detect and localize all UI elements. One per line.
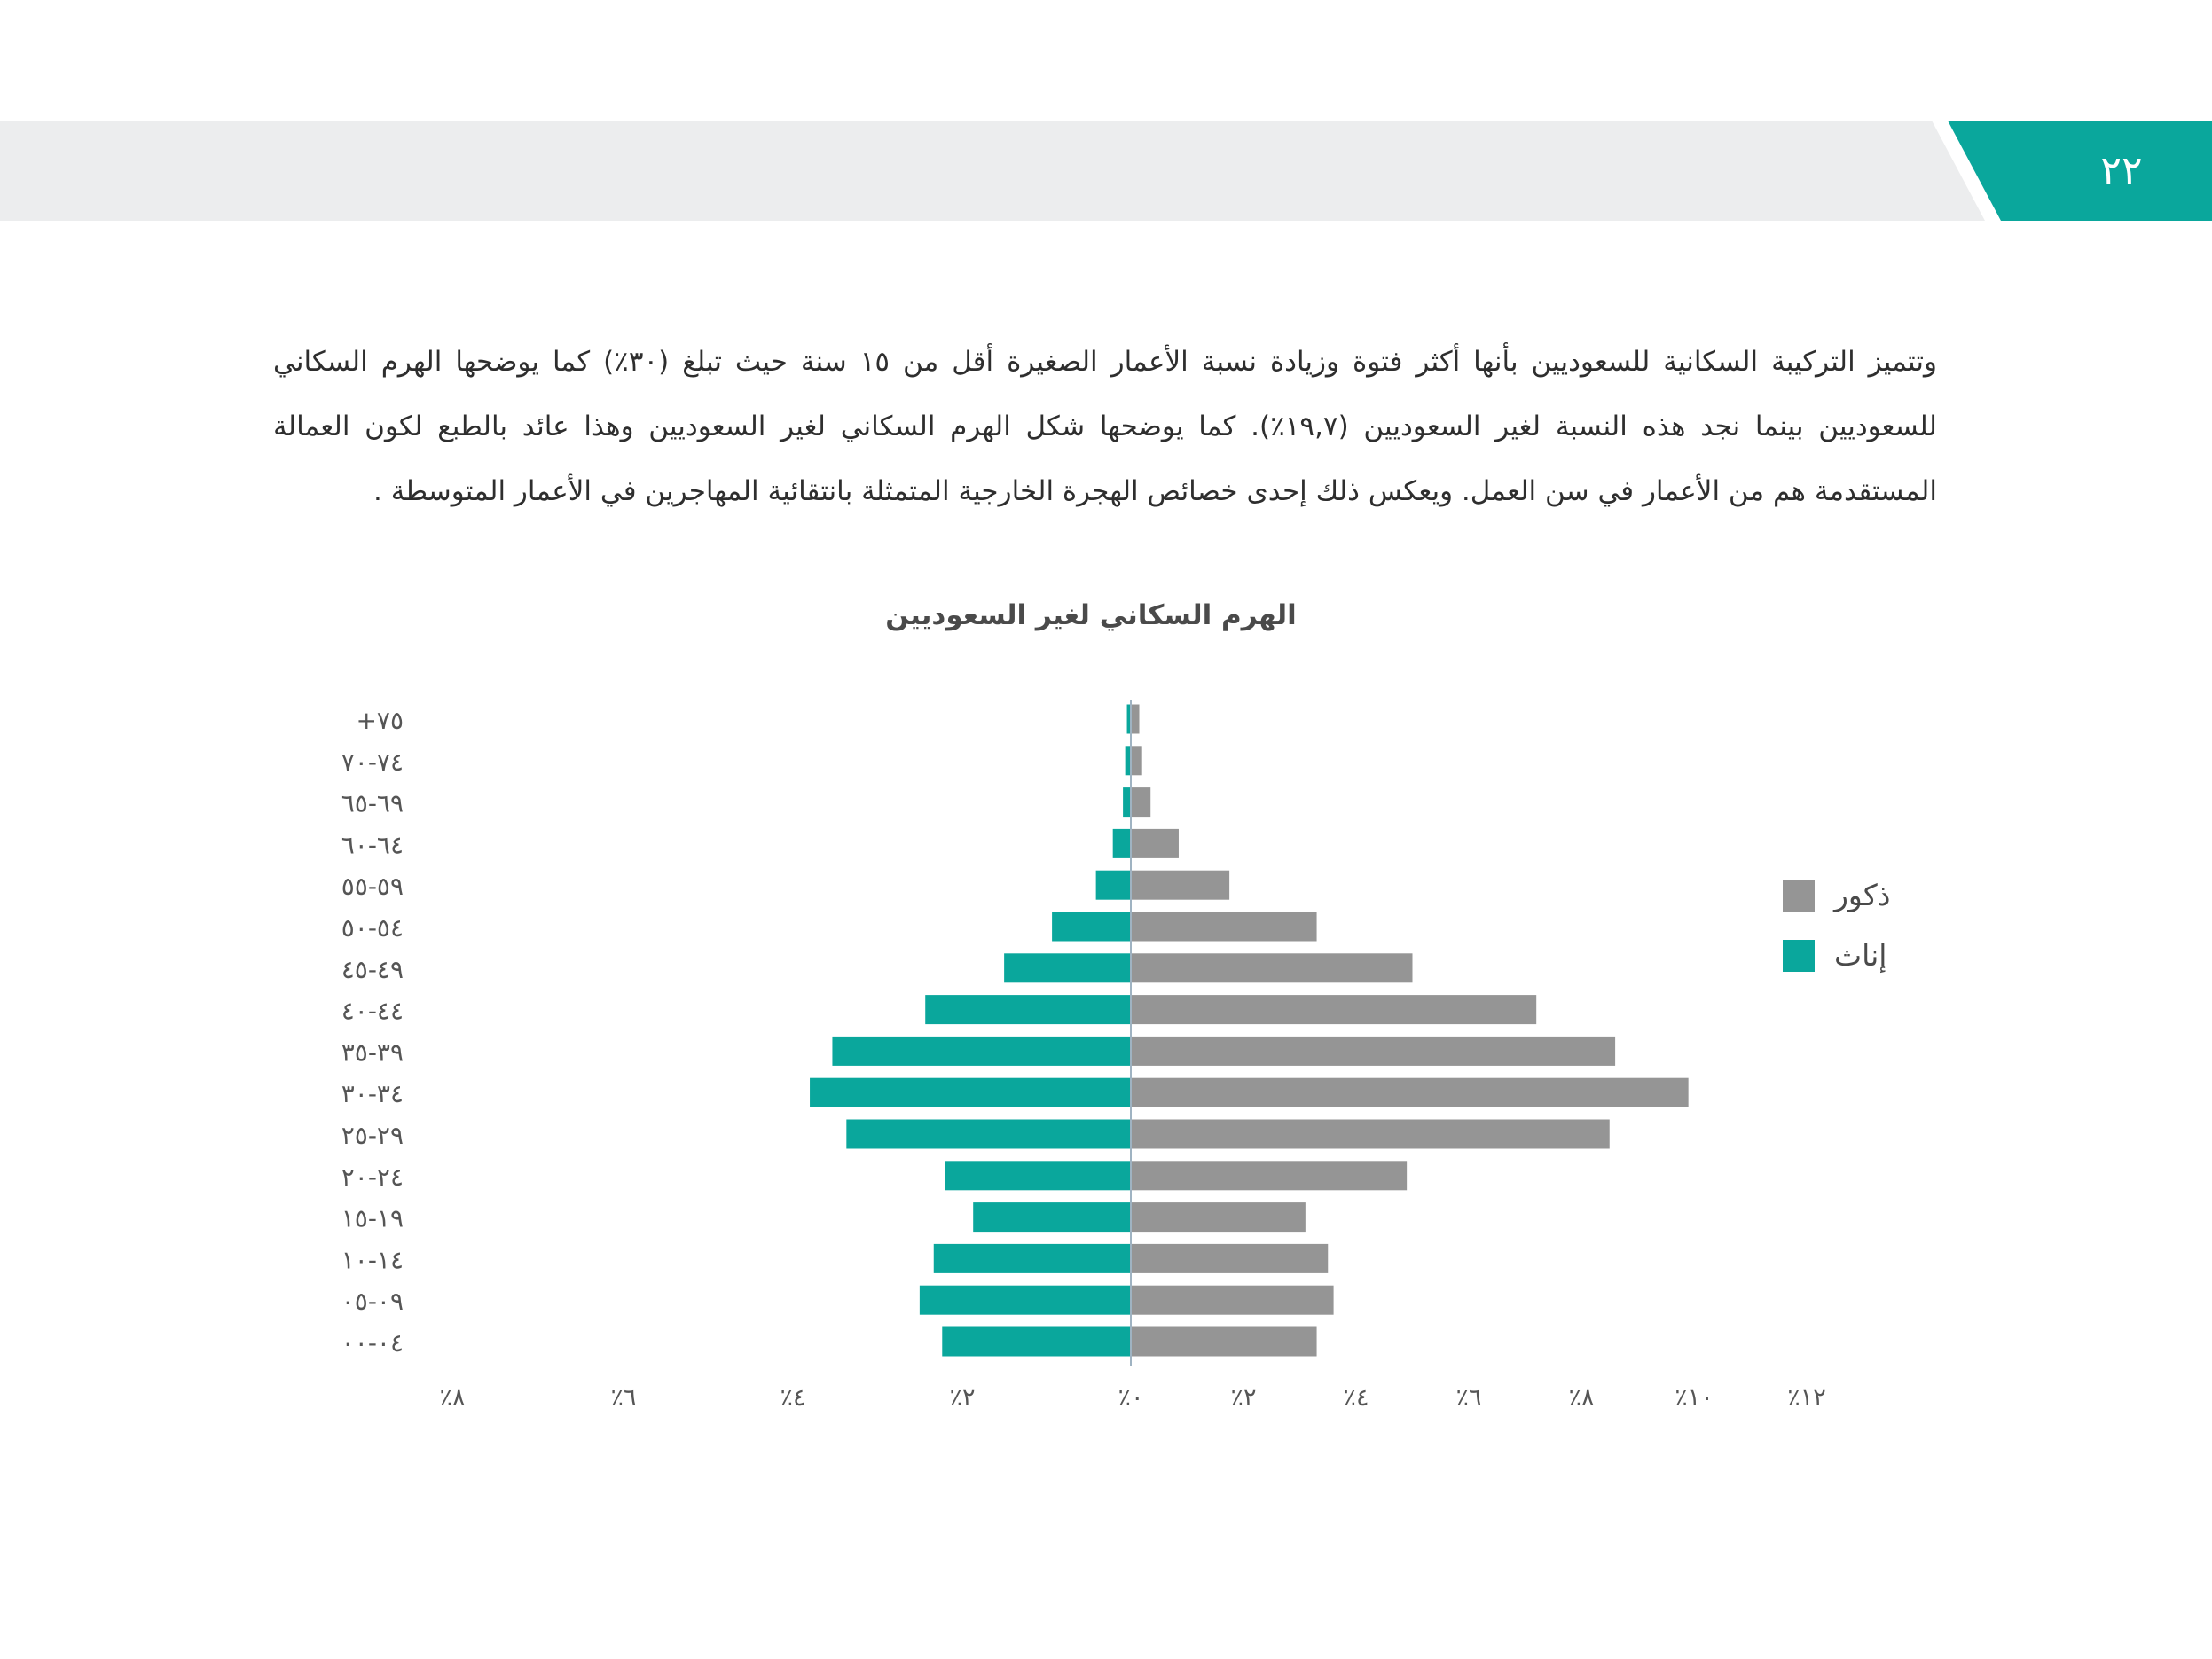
bar-female — [846, 1120, 1131, 1149]
age-group-label: +٧٥ — [356, 706, 404, 735]
legend-item-male — [1783, 878, 1890, 912]
x-tick-label: ٪٨ — [439, 1384, 466, 1412]
x-tick-label: ٪٨ — [1568, 1384, 1595, 1412]
bar-male — [1131, 1161, 1407, 1190]
bar-male — [1131, 953, 1413, 982]
x-tick-label: ٪١٠ — [1675, 1384, 1714, 1412]
bar-male — [1131, 995, 1536, 1024]
bar-male — [1131, 1120, 1610, 1149]
bar-female — [925, 995, 1131, 1024]
age-group-label: ٠٠-٠٤ — [341, 1328, 404, 1358]
bar-male — [1131, 1244, 1328, 1273]
bar-male — [1131, 1327, 1317, 1357]
bar-male — [1131, 1037, 1615, 1066]
bar-male — [1131, 787, 1150, 817]
bar-male — [1131, 912, 1317, 942]
bar-female — [942, 1327, 1131, 1357]
legend-label-male: ذكور — [1834, 878, 1891, 912]
x-tick-label: ٪٦ — [1455, 1384, 1482, 1412]
age-group-label: ٥٠-٥٤ — [341, 913, 404, 943]
x-tick-label: ٪٤ — [1343, 1384, 1369, 1412]
age-group-label: ٦٥-٦٩ — [341, 788, 404, 818]
age-group-label: ٤٥-٤٩ — [341, 954, 404, 984]
legend-swatch-male — [1783, 880, 1815, 912]
female-bars — [810, 705, 1131, 1357]
x-tick-label: ٪٢ — [949, 1384, 976, 1412]
age-group-label: ١٠-١٤ — [341, 1245, 404, 1275]
body-paragraph: وتتميز التركيبة السكانية للسعوديين بأنها أكثر فتوة وزيادة نسبة الأعمار الصغيرة أقل من ١٥ سنة حيث تبلغ (٣٠٪) كما يوضحها الهرم السكاني للسعوديين بينما نجد هذه النسبة لغير السعوديين (١٩,٧٪). كما يوضحها شكل الهرم السكاني لغير السعوديين وهذا عائد بالطبع لكون العمالة المستقدمة هم من الأعمار في سن العمل. ويعكس ذلك إحدى خصائص الهجرة الخارجية المتمثلة بانتقائية المهاجرين في الأعمار المتوسطة . — [273, 346, 1937, 507]
legend-item-female — [1783, 938, 1886, 973]
bar-male — [1131, 1078, 1689, 1107]
age-group-labels — [341, 706, 404, 1358]
age-group-label: ٢٠-٢٤ — [341, 1162, 404, 1192]
x-tick-label: ٪٤ — [780, 1384, 806, 1412]
age-group-label: ١٥-١٩ — [341, 1203, 404, 1233]
legend-label-female: إناث — [1834, 938, 1887, 973]
bar-female — [973, 1202, 1131, 1232]
bar-male — [1131, 871, 1229, 900]
bar-male — [1131, 1202, 1306, 1232]
age-group-label: ٦٠-٦٤ — [341, 830, 404, 860]
age-group-label: ٧٠-٧٤ — [341, 747, 404, 777]
bar-male — [1131, 746, 1142, 775]
bar-male — [1131, 1286, 1334, 1315]
bar-female — [1096, 871, 1131, 900]
bar-male — [1131, 705, 1140, 734]
age-group-label: ٣٥-٣٩ — [341, 1037, 404, 1068]
bar-female — [1123, 787, 1131, 817]
bar-female — [1052, 912, 1131, 942]
x-tick-label: ٪٠ — [1118, 1384, 1144, 1412]
bar-male — [1131, 829, 1179, 858]
legend-swatch-female — [1783, 940, 1815, 972]
x-tick-label: ٪٦ — [610, 1384, 637, 1412]
bar-female — [920, 1286, 1131, 1315]
age-group-label: ٥٥-٥٩ — [341, 872, 404, 902]
age-group-label: ٤٠-٤٤ — [341, 996, 404, 1026]
male-bars — [1131, 705, 1689, 1357]
bar-female — [832, 1037, 1131, 1066]
bar-female — [1113, 829, 1131, 858]
bar-female — [934, 1244, 1131, 1273]
bar-female — [810, 1078, 1131, 1107]
chart-title: الهرم السكاني لغير السعوديين — [885, 599, 1297, 631]
age-group-label: ٣٠-٣٤ — [341, 1079, 404, 1109]
x-axis-tick-labels — [439, 1384, 1825, 1412]
bar-female — [1004, 953, 1131, 982]
x-tick-label: ٪١٢ — [1787, 1384, 1826, 1412]
bar-female — [945, 1161, 1131, 1190]
age-group-label: ٢٥-٢٩ — [341, 1121, 404, 1150]
x-tick-label: ٪٢ — [1230, 1384, 1257, 1412]
page-number: ٢٢ — [2100, 148, 2143, 193]
age-group-label: ٠٥-٠٩ — [341, 1287, 404, 1317]
